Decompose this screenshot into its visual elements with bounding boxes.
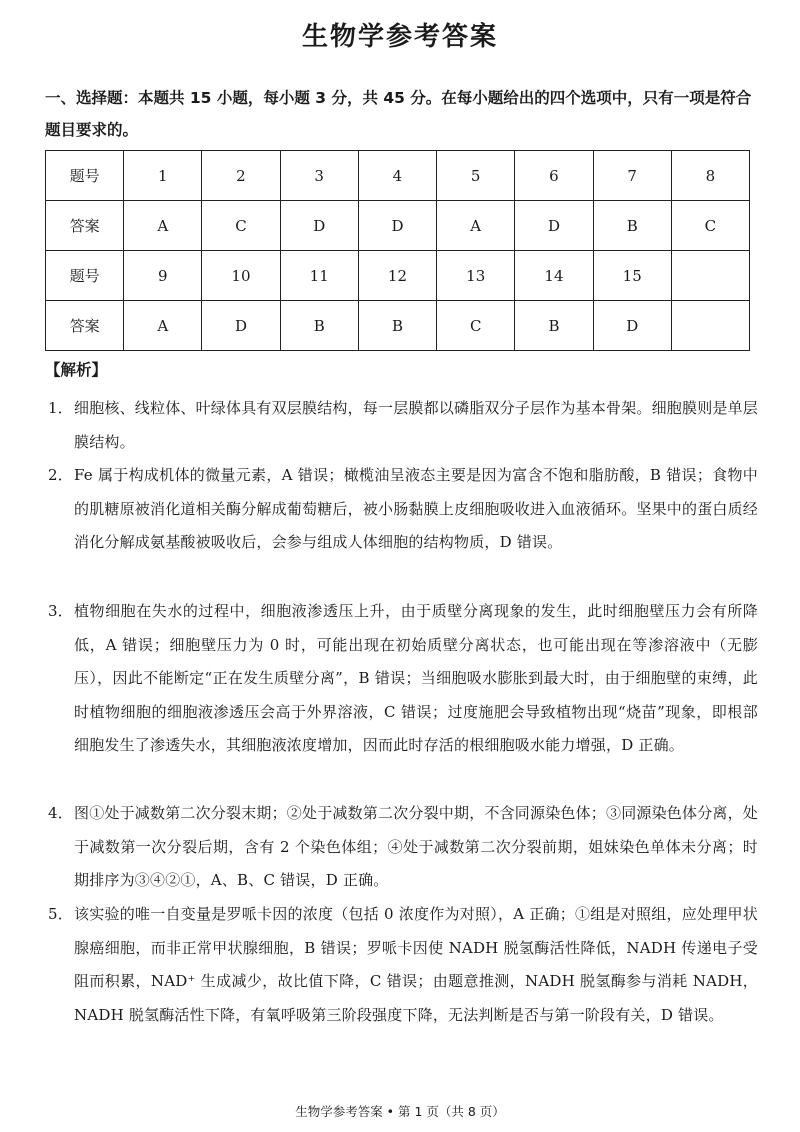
table-cell: A <box>124 201 202 251</box>
table-cell: 9 <box>124 251 202 301</box>
item-number: 1． <box>48 399 73 417</box>
item-number: 2． <box>48 466 73 484</box>
table-cell: 题号 <box>46 251 124 301</box>
table-cell: 7 <box>593 151 671 201</box>
table-cell: B <box>515 301 593 351</box>
answer-table <box>45 150 750 351</box>
table-cell: 10 <box>202 251 280 301</box>
table-cell: B <box>593 201 671 251</box>
table-cell <box>671 251 749 301</box>
table-cell: C <box>437 301 515 351</box>
table-cell: 13 <box>437 251 515 301</box>
analysis-item-3 <box>48 595 758 763</box>
table-row <box>46 301 750 351</box>
table-cell: A <box>124 301 202 351</box>
table-cell: 4 <box>358 151 436 201</box>
table-cell: D <box>593 301 671 351</box>
table-cell: 6 <box>515 151 593 201</box>
table-cell: B <box>358 301 436 351</box>
section-heading: 一、选择题：本题共 15 小题，每小题 3 分，共 45 分。在每小题给出的四个选项中，只有一项是符合题目要求的。 <box>45 89 752 139</box>
table-cell: C <box>671 201 749 251</box>
item-text: 细胞核、线粒体、叶绿体具有双层膜结构，每一层膜都以磷脂双分子层作为基本骨架。细胞膜则是单层膜结构。 <box>74 399 759 451</box>
table-cell: 14 <box>515 251 593 301</box>
table-cell: C <box>202 201 280 251</box>
analysis-item-1 <box>48 392 758 459</box>
table-cell: 11 <box>280 251 358 301</box>
item-text: 图①处于减数第二次分裂末期；②处于减数第二次分裂中期，不含同源染色体；③同源染色体分离，处于减数第一次分裂后期，含有 2 个染色体组；④处于减数第二次分裂前期，姐妹染色单体未分离；时期排序为③④②①，A、B、C 错误，D 正确。 <box>74 804 759 889</box>
item-number: 5． <box>48 905 73 923</box>
table-cell: D <box>358 201 436 251</box>
analysis-item-5 <box>48 898 758 1032</box>
table-cell: 答案 <box>46 201 124 251</box>
item-text: 植物细胞在失水的过程中，细胞液渗透压上升，由于质壁分离现象的发生，此时细胞壁压力会有所降低，A 错误；细胞壁压力为 0 时，可能出现在初始质壁分离状态，也可能出现在等渗溶液中（无膨压），因此不能断定“正在发生质壁分离”，B 错误；当细胞吸水膨胀到最大时，由于细胞壁的束缚，此时植物细胞的细胞液渗透压会高于外界溶液，C 错误；过度施肥会导致植物出现“烧苗”现象，即根部细胞发生了渗透失水，其细胞液浓度增加，因而此时存活的根细胞吸水能力增强，D 正确。 <box>74 602 758 754</box>
page-title: 生物学参考答案 <box>301 22 498 52</box>
table-cell: 3 <box>280 151 358 201</box>
item-text: 该实验的唯一自变量是罗哌卡因的浓度（包括 0 浓度作为对照），A 正确；①组是对照组，应处理甲状腺癌细胞，而非正常甲状腺细胞，B 错误；罗哌卡因使 NADH 脱氢酶活性降低，NADH 传递电子受阻而积累，NAD⁺ 生成减少，故比值下降，C 错误；由题意推测，NADH 脱氢酶参与消耗 NADH，NADH 脱氢酶活性下降，有氧呼吸第三阶段强度下降，无法判断是否与第一阶段有关，D 错误。 <box>74 905 758 1024</box>
table-cell: D <box>280 201 358 251</box>
table-cell: 答案 <box>46 301 124 351</box>
page-footer: 生物学参考答案 • 第 1 页（共 8 页） <box>295 1104 505 1119</box>
analysis-heading: 【解析】 <box>45 361 108 379</box>
table-cell: D <box>202 301 280 351</box>
table-cell: 8 <box>671 151 749 201</box>
item-text: Fe 属于构成机体的微量元素，A 错误；橄榄油呈液态主要是因为富含不饱和脂肪酸，B 错误；食物中的肌糖原被消化道相关酶分解成葡萄糖后，被小肠黏膜上皮细胞吸收进入血液循环。坚果中的蛋白质经消化分解成氨基酸被吸收后，会参与组成人体细胞的结构物质，D 错误。 <box>74 466 759 551</box>
table-row <box>46 201 750 251</box>
table-cell: 5 <box>437 151 515 201</box>
table-cell: 2 <box>202 151 280 201</box>
table-cell: 15 <box>593 251 671 301</box>
analysis-item-2 <box>48 459 758 560</box>
table-cell: 1 <box>124 151 202 201</box>
table-row <box>46 251 750 301</box>
item-number: 3． <box>48 602 73 620</box>
analysis-item-4 <box>48 797 758 898</box>
table-row <box>46 151 750 201</box>
item-number: 4． <box>48 804 73 822</box>
table-cell: B <box>280 301 358 351</box>
table-cell: 12 <box>358 251 436 301</box>
table-cell: A <box>437 201 515 251</box>
table-cell <box>671 301 749 351</box>
table-cell: 题号 <box>46 151 124 201</box>
table-cell: D <box>515 201 593 251</box>
